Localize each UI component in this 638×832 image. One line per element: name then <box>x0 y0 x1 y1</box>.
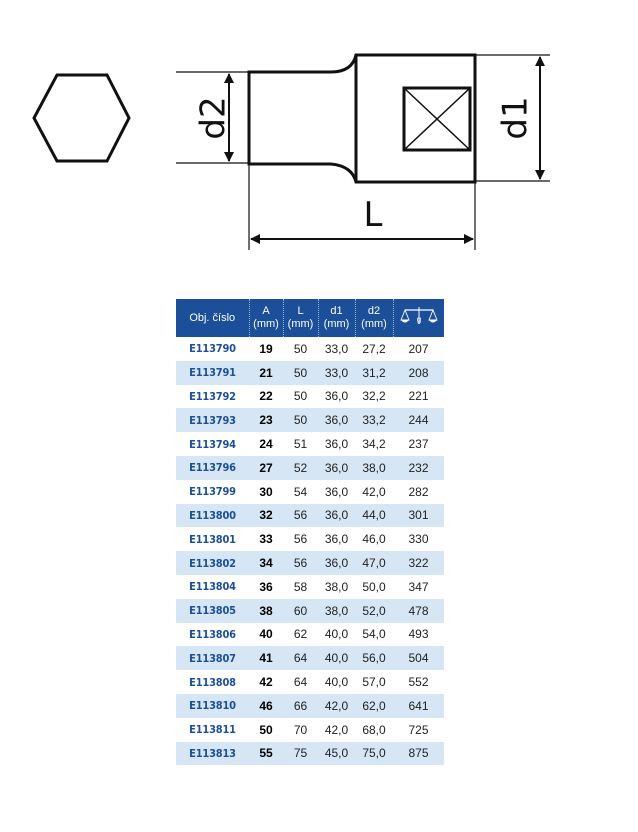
d2-cell: 57,0 <box>362 675 386 690</box>
header-d1: d1 (mm) <box>318 299 355 337</box>
d2-cell: 52,0 <box>355 599 393 623</box>
l-cell: 56 <box>283 504 318 528</box>
table-row <box>176 408 444 432</box>
d2-cell: 44,0 <box>355 504 393 528</box>
d1-cell: 40,0 <box>318 646 355 670</box>
table-row <box>176 361 444 385</box>
l-cell: 52 <box>283 456 318 480</box>
d1-dimension <box>475 55 550 181</box>
weight-cell: 237 <box>408 437 429 452</box>
d2-cell: 47,0 <box>355 551 393 575</box>
table-row <box>176 718 444 742</box>
table-body <box>176 337 444 765</box>
header-l: L (mm) <box>283 299 318 337</box>
code-cell: E113807 <box>176 646 249 670</box>
l-cell: 60 <box>283 599 318 623</box>
code-cell: E113799 <box>189 485 236 499</box>
d1-cell: 36,0 <box>324 437 349 452</box>
a-cell: 50 <box>259 722 273 737</box>
weight-cell: 641 <box>393 694 444 718</box>
d1-cell: 33,0 <box>318 361 355 385</box>
weight-cell: 207 <box>408 341 429 356</box>
table-row <box>176 623 444 647</box>
d2-cell: 34,2 <box>362 437 386 452</box>
a-cell: 32 <box>249 504 283 528</box>
square-drive-icon <box>404 88 470 150</box>
weight-cell: 282 <box>408 484 429 499</box>
a-cell: 30 <box>259 484 273 499</box>
table-row <box>176 527 444 551</box>
header-weight <box>393 299 444 337</box>
scale-weight-icon <box>399 304 439 328</box>
d1-cell: 38,0 <box>318 599 355 623</box>
code-cell: E113811 <box>189 723 236 737</box>
table-row <box>176 670 444 694</box>
a-cell: 40 <box>259 627 273 642</box>
l-cell: 54 <box>293 484 308 499</box>
l-cell: 66 <box>283 694 318 718</box>
socket-spec-table <box>176 299 444 765</box>
d2-cell: 46,0 <box>362 532 386 547</box>
code-cell: E113794 <box>189 437 236 451</box>
hexagon-icon <box>34 75 129 161</box>
table-row <box>176 480 444 504</box>
a-cell: 41 <box>249 646 283 670</box>
a-cell: 36 <box>259 579 273 594</box>
d1-cell: 42,0 <box>324 722 349 737</box>
header-d2: d2 (mm) <box>355 299 393 337</box>
d2-cell: 38,0 <box>355 456 393 480</box>
a-cell: 55 <box>249 742 283 766</box>
l-cell: 70 <box>293 722 308 737</box>
d1-cell: 42,0 <box>318 694 355 718</box>
table-row <box>176 456 444 480</box>
table-row <box>176 575 444 599</box>
l-cell: 75 <box>283 742 318 766</box>
weight-cell: 330 <box>408 532 429 547</box>
l-cell: 56 <box>283 551 318 575</box>
d2-cell: 68,0 <box>362 722 386 737</box>
l-label: L <box>363 195 383 235</box>
d1-cell: 33,0 <box>324 341 349 356</box>
weight-cell: 232 <box>393 456 444 480</box>
weight-cell: 322 <box>393 551 444 575</box>
table-row <box>176 599 444 623</box>
d1-cell: 45,0 <box>318 742 355 766</box>
table-row <box>176 551 444 575</box>
d2-cell: 50,0 <box>362 579 386 594</box>
d2-cell: 56,0 <box>355 646 393 670</box>
d1-cell: 38,0 <box>324 579 349 594</box>
d2-label: d2 <box>193 96 234 140</box>
table-row <box>176 337 444 361</box>
a-cell: 23 <box>249 408 283 432</box>
table-row <box>176 646 444 670</box>
code-cell: E113802 <box>176 551 249 575</box>
d2-cell: 31,2 <box>355 361 393 385</box>
l-cell: 62 <box>293 627 308 642</box>
code-cell: E113790 <box>189 342 236 356</box>
d2-cell: 62,0 <box>355 694 393 718</box>
socket-outline <box>249 55 475 182</box>
weight-cell: 208 <box>393 361 444 385</box>
d1-label: d1 <box>495 96 536 140</box>
a-cell: 34 <box>249 551 283 575</box>
d1-cell: 36,0 <box>318 504 355 528</box>
l-cell: 50 <box>293 341 308 356</box>
weight-cell: 347 <box>408 579 429 594</box>
code-cell: E113793 <box>176 408 249 432</box>
d1-cell: 36,0 <box>318 551 355 575</box>
d2-cell: 27,2 <box>362 341 386 356</box>
header-code: Obj. číslo <box>176 299 249 337</box>
code-cell: E113792 <box>189 389 236 403</box>
code-cell: E113800 <box>176 504 249 528</box>
d1-cell: 36,0 <box>324 484 349 499</box>
table-row <box>176 742 444 766</box>
a-cell: 27 <box>249 456 283 480</box>
d1-cell: 40,0 <box>324 627 349 642</box>
a-cell: 46 <box>249 694 283 718</box>
a-cell: 19 <box>259 341 273 356</box>
table-row <box>176 694 444 718</box>
d1-cell: 40,0 <box>324 675 349 690</box>
code-cell: E113801 <box>189 532 236 546</box>
code-cell: E113808 <box>189 675 236 689</box>
code-cell: E113804 <box>189 580 236 594</box>
l-cell: 56 <box>293 532 308 547</box>
code-cell: E113806 <box>189 627 236 641</box>
d2-cell: 54,0 <box>362 627 386 642</box>
code-cell: E113813 <box>176 742 249 766</box>
d2-dimension <box>176 72 249 163</box>
weight-unit-label: g <box>416 315 421 324</box>
a-cell: 21 <box>249 361 283 385</box>
l-cell: 50 <box>283 408 318 432</box>
weight-cell: 725 <box>408 722 429 737</box>
l-cell: 51 <box>293 437 308 452</box>
l-cell: 58 <box>293 579 308 594</box>
weight-cell: 478 <box>393 599 444 623</box>
l-cell: 64 <box>293 675 308 690</box>
a-cell: 38 <box>249 599 283 623</box>
weight-cell: 552 <box>408 675 429 690</box>
d1-cell: 36,0 <box>324 532 349 547</box>
weight-cell: 875 <box>393 742 444 766</box>
l-dimension <box>249 164 475 250</box>
code-cell: E113805 <box>176 599 249 623</box>
a-cell: 24 <box>259 437 273 452</box>
d2-cell: 75,0 <box>355 742 393 766</box>
weight-cell: 221 <box>408 389 429 404</box>
table-row <box>176 385 444 409</box>
d2-cell: 33,2 <box>355 408 393 432</box>
table-row <box>176 504 444 528</box>
d1-cell: 36,0 <box>318 456 355 480</box>
a-cell: 22 <box>259 389 273 404</box>
table-row <box>176 432 444 456</box>
weight-cell: 504 <box>393 646 444 670</box>
table-header-row <box>176 299 444 337</box>
weight-cell: 493 <box>408 627 429 642</box>
a-cell: 42 <box>259 675 273 690</box>
l-cell: 50 <box>293 389 308 404</box>
weight-cell: 301 <box>393 504 444 528</box>
a-cell: 33 <box>259 532 273 547</box>
d2-cell: 32,2 <box>362 389 386 404</box>
socket-dimension-diagram <box>0 0 638 270</box>
code-cell: E113796 <box>176 456 249 480</box>
code-cell: E113810 <box>176 694 249 718</box>
l-cell: 64 <box>283 646 318 670</box>
d1-cell: 36,0 <box>324 389 349 404</box>
weight-cell: 244 <box>393 408 444 432</box>
code-cell: E113791 <box>176 361 249 385</box>
d1-cell: 36,0 <box>318 408 355 432</box>
d2-cell: 42,0 <box>362 484 386 499</box>
l-cell: 50 <box>283 361 318 385</box>
header-a: A (mm) <box>249 299 283 337</box>
